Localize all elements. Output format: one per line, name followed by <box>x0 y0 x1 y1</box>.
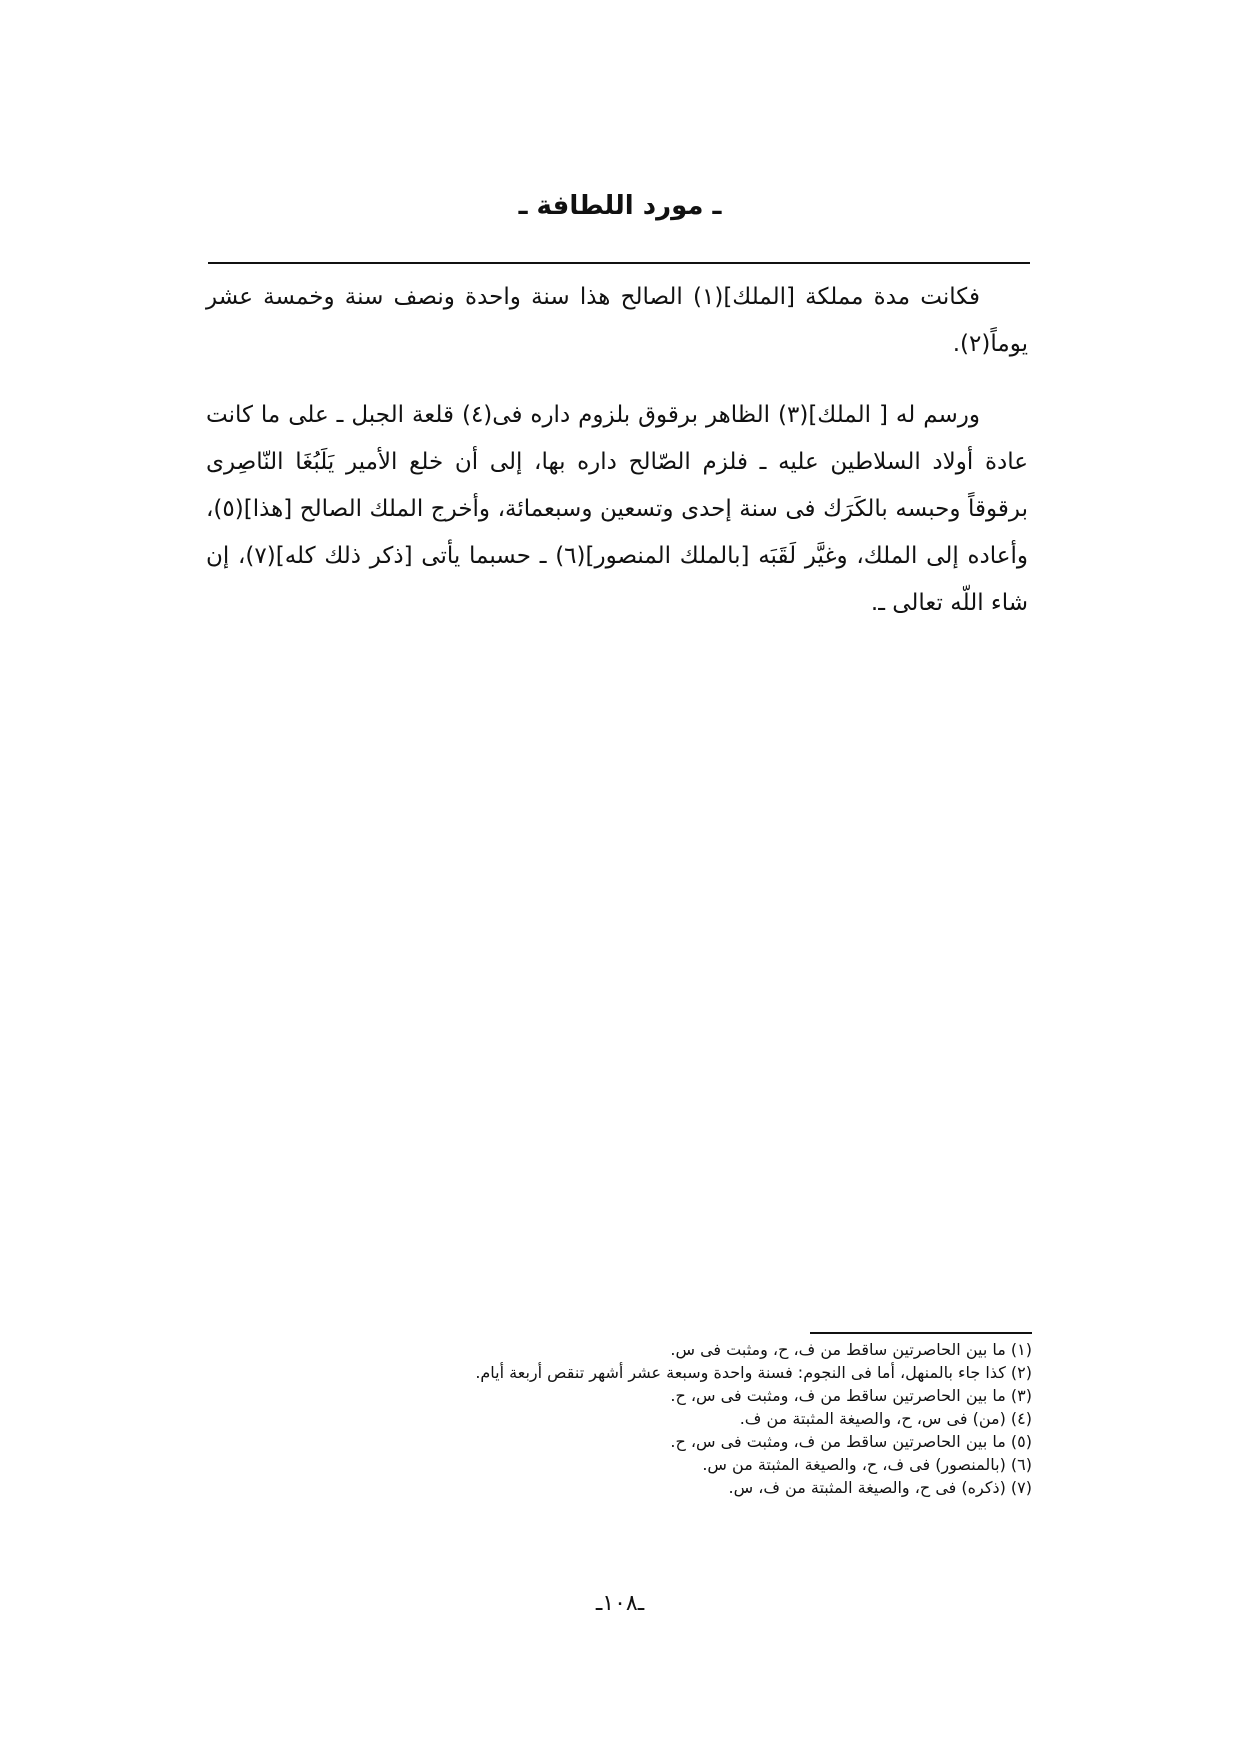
running-header: ـ مورد اللطافة ـ <box>518 191 722 221</box>
paragraph: فكانت مدة مملكة [الملك](١) الصالح هذا سنة واحدة ونصف سنة وخمسة عشر يوماً(٢). <box>206 284 1028 357</box>
footnote: (٤) (من) فى س، ح، والصيغة المثبتة من ف. <box>739 1409 1032 1428</box>
footnotes-list <box>300 1338 1032 1499</box>
footnote-rule <box>810 1332 1032 1334</box>
footnote: (٥) ما بين الحاصرتين ساقط من ف، ومثبت فى س، ح. <box>670 1432 1032 1451</box>
footnote: (٢) كذا جاء بالمنهل، أما فى النجوم: فسنة واحدة وسبعة عشر أشهر تنقص أربعة أيام. <box>475 1363 1032 1382</box>
footnote: (٧) (ذكره) فى ح، والصيغة المثبتة من ف، س. <box>728 1478 1032 1497</box>
footnote: (٣) ما بين الحاصرتين ساقط من ف، ومثبت فى س، ح. <box>670 1386 1032 1405</box>
main-text <box>206 274 1028 627</box>
footnote: (١) ما بين الحاصرتين ساقط من ف، ح، ومثبت فى س. <box>670 1340 1032 1359</box>
header-rule <box>208 262 1030 264</box>
footnote: (٦) (بالمنصور) فى ف، ح، والصيغة المثبتة من س. <box>702 1455 1032 1474</box>
paragraph: ورسم له [ الملك](٣) الظاهر برقوق بلزوم داره فى(٤) قلعة الجبل ـ على ما كانت عادة أولاد السلاطين عليه ـ فلزم الصّالح داره بها، إلى أن خلع الأمير يَلَبُغَا النّاصِرى برقوقاً وحبسه بالكَرَك فى سنة إحدى وتسعين وسبعمائة، وأخرج الملك الصالح [هذا](٥)، وأعاده إلى الملك، وغيَّر لَقَبَه [بالملك المنصور](٦) ـ حسبما يأتى [ذكر ذلك كله](٧)، إن شاء اللّه تعالى ـ. <box>206 402 1029 616</box>
page-number: ـ١٠٨ـ <box>595 1591 645 1616</box>
